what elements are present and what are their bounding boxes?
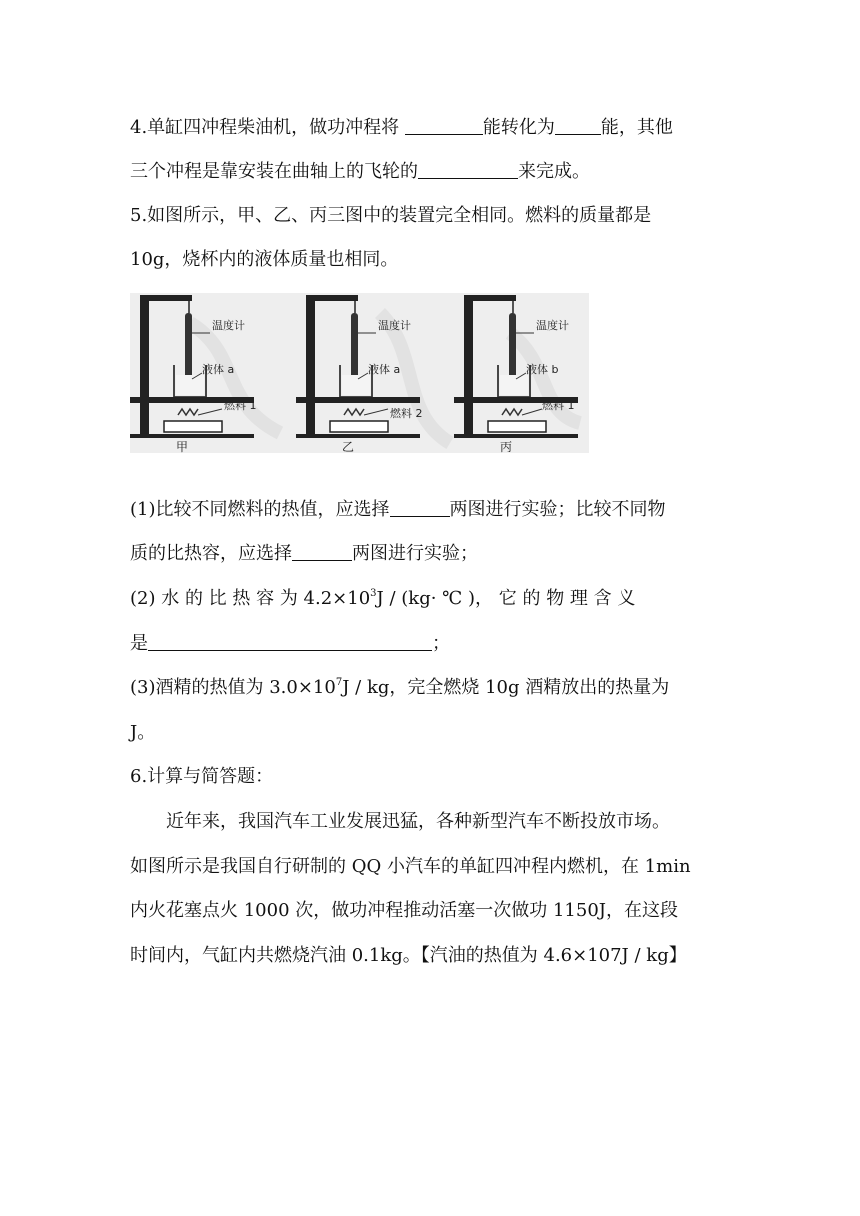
experiment-figure xyxy=(130,293,589,453)
q5-p1-text-3: 质的比热容，应选择 xyxy=(130,543,292,564)
stand-pole xyxy=(464,295,473,437)
thermo-label: 温度计 xyxy=(536,319,569,332)
q6-line-2: 如图所示是我国自行研制的 QQ 小汽车的单缸四冲程内燃机，在 1min xyxy=(130,856,691,877)
q4-line-2 xyxy=(130,160,730,184)
liquid-label: 液体 a xyxy=(202,363,235,376)
fuel-dish xyxy=(488,421,546,432)
q4-text-3: 能，其他 xyxy=(600,117,673,138)
q4-blank-2[interactable] xyxy=(555,116,601,135)
q5-p2-blank[interactable] xyxy=(148,632,432,651)
q5-part3-line-2: J。 xyxy=(130,722,156,743)
q5-part2-line-2 xyxy=(130,632,730,656)
q5-part1-line-1 xyxy=(130,498,730,522)
thermometer xyxy=(509,313,516,385)
q4-blank-1[interactable] xyxy=(405,116,483,135)
q4-text-5: 来完成。 xyxy=(518,161,590,182)
fuel-label: 燃料 1 xyxy=(224,399,257,412)
fuel-label: 燃料 1 xyxy=(542,399,575,412)
liquid xyxy=(342,375,370,395)
stand-pole xyxy=(306,295,315,437)
fuel-dish xyxy=(330,421,388,432)
fuel-label: 燃料 2 xyxy=(390,407,423,420)
q4-line-1 xyxy=(130,116,730,140)
q6-line-3: 内火花塞点火 1000 次，做功冲程推动活塞一次做功 1150J，在这段 xyxy=(130,900,678,921)
q5-p1-blank-2[interactable] xyxy=(292,542,352,561)
q5-p2-text-3: 是 xyxy=(130,633,148,654)
stand-arm xyxy=(140,295,192,301)
liquid xyxy=(500,375,528,395)
q5-part2-line-1 xyxy=(130,587,730,611)
panel-caption: 甲 xyxy=(176,440,189,453)
thermo-label: 温度计 xyxy=(212,319,245,332)
base xyxy=(296,434,420,438)
q5-part1-line-2 xyxy=(130,542,730,566)
ring-support xyxy=(296,397,420,403)
base xyxy=(454,434,578,438)
q4-text-4: 三个冲程是靠安装在曲轴上的飞轮的 xyxy=(130,161,418,182)
q5-p1-text-1: (1)比较不同燃料的热值，应选择 xyxy=(130,499,390,520)
q5-p2-text-2: J / (kg· ℃ )， 它 的 物 理 含 义 xyxy=(376,588,636,609)
stand-arm xyxy=(464,295,516,301)
q5-p2-text-1: (2) 水 的 比 热 容 为 4.2×10 xyxy=(130,588,371,609)
q4-text-2: 能转化为 xyxy=(482,117,555,138)
fuel-dish xyxy=(164,421,222,432)
panel-caption: 乙 xyxy=(342,440,355,453)
thermometer xyxy=(185,313,192,385)
q5-line-1: 5.如图所示，甲、乙、丙三图中的装置完全相同。燃料的质量都是 xyxy=(130,205,652,226)
q5-p2-exponent: 3 xyxy=(370,588,377,599)
q5-line-2: 10g，烧杯内的液体质量也相同。 xyxy=(130,249,399,270)
liquid-label: 液体 b xyxy=(526,363,559,376)
q5-p3-exponent: 7 xyxy=(335,677,343,688)
base xyxy=(130,434,254,438)
q5-p2-text-4: ； xyxy=(432,633,450,654)
liquid xyxy=(176,375,204,395)
q4-blank-3[interactable] xyxy=(418,160,518,179)
liquid-label: 液体 a xyxy=(368,363,401,376)
q6-line-4: 时间内，气缸内共燃烧汽油 0.1kg。【汽油的热值为 4.6×107J / kg】 xyxy=(130,945,687,966)
q5-p3-text-2: J / kg，完全燃烧 10g 酒精放出的热量为 xyxy=(342,677,670,698)
panel-caption: 丙 xyxy=(500,440,513,453)
q6-line-1: 近年来，我国汽车工业发展迅猛，各种新型汽车不断投放市场。 xyxy=(166,811,670,832)
q5-p1-blank-1[interactable] xyxy=(390,498,450,517)
q4-text-1: 4.单缸四冲程柴油机，做功冲程将 xyxy=(130,117,405,138)
q5-part3-line-1 xyxy=(130,676,730,700)
q5-p1-text-4: 两图进行实验； xyxy=(352,543,478,564)
stand-arm xyxy=(306,295,358,301)
thermometer xyxy=(351,313,358,385)
q5-p3-text-1: (3)酒精的热值为 3.0×10 xyxy=(130,677,336,698)
stand-pole xyxy=(140,295,149,437)
q5-p1-text-2: 两图进行实验；比较不同物 xyxy=(449,499,666,520)
q6-title: 6.计算与简答题： xyxy=(130,766,274,787)
thermo-label: 温度计 xyxy=(378,319,411,332)
